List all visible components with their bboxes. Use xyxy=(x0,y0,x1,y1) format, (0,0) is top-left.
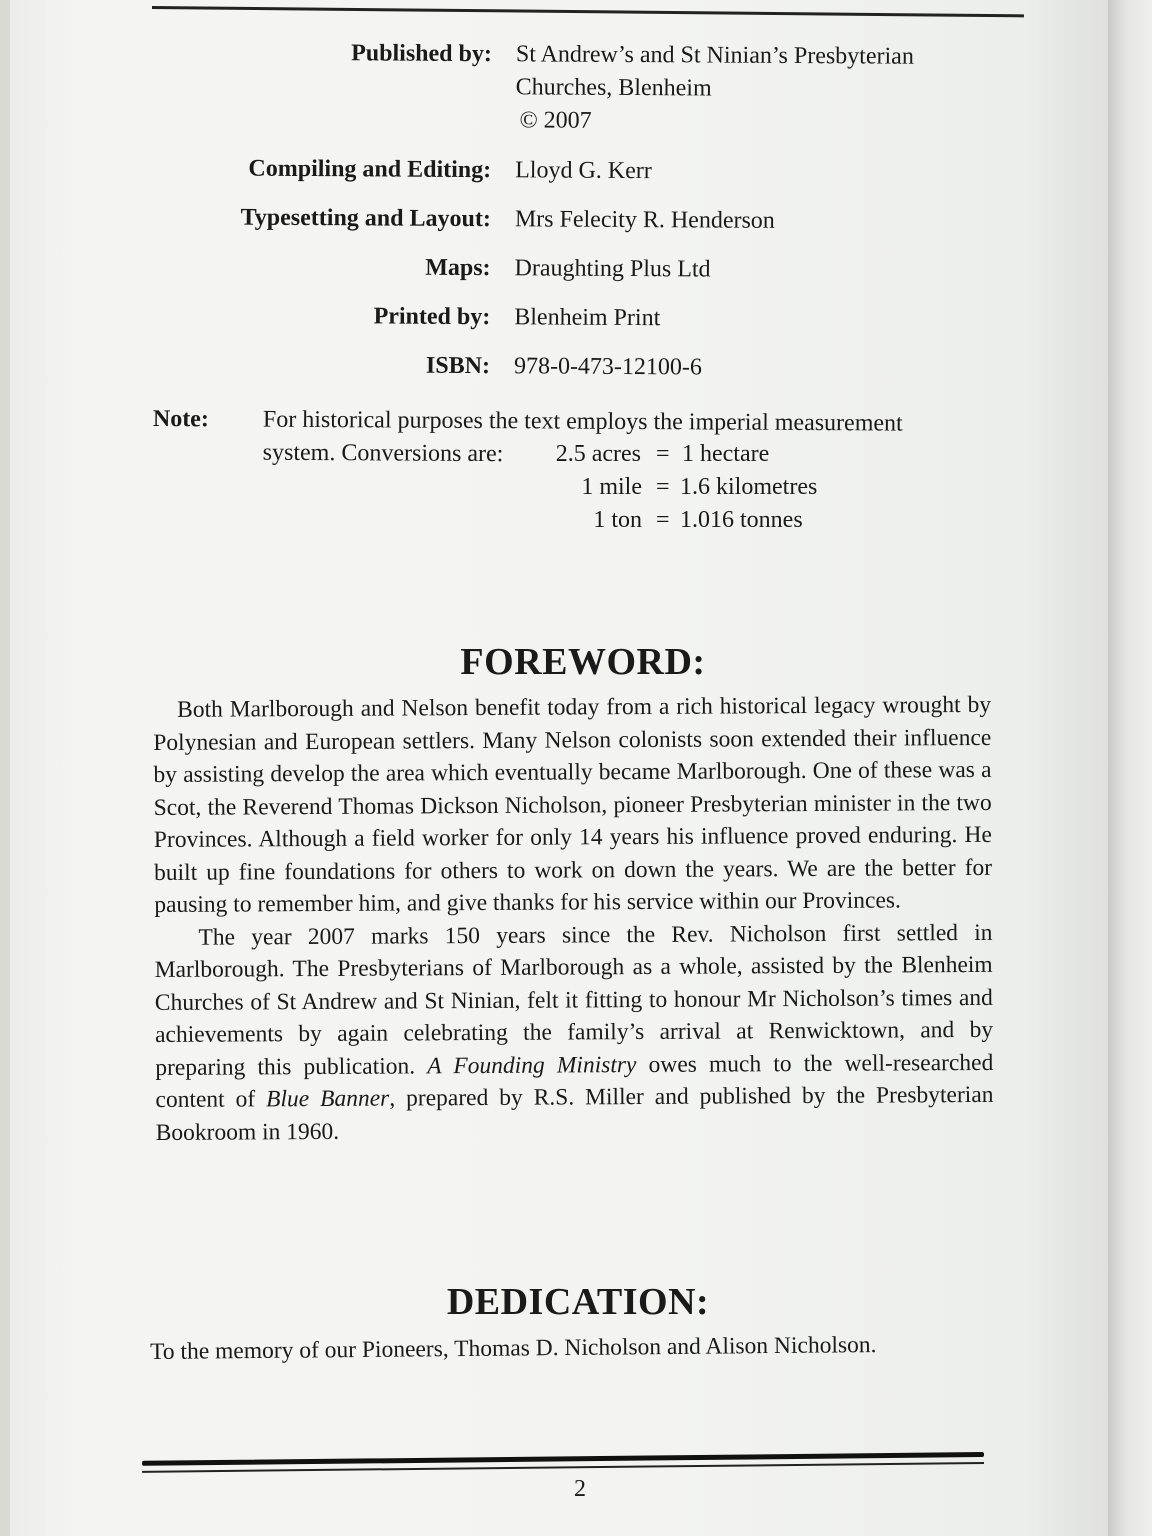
credits-block xyxy=(138,36,1020,402)
credit-row-typesetting xyxy=(139,201,1019,238)
conversion-rhs: 1 hectare xyxy=(682,441,770,467)
credit-label: ISBN: xyxy=(425,352,491,380)
credit-row-printed-by xyxy=(138,299,1018,336)
credit-row-compiling xyxy=(139,152,1019,189)
credit-label: Printed by: xyxy=(373,303,491,331)
credit-value: 978-0-473-12100-6 xyxy=(513,353,703,381)
conversion-eq: = xyxy=(656,441,670,467)
note-line-prefix: system. Conversions are: xyxy=(262,439,504,468)
foreword-text-run: The year 2007 marks 150 years since the Rev. Nicholson first settled in Marlborough. The Presbyterians of Marlborough as a whole, assisted by the Blenheim Churches of St Andrew and St Ninian, felt it fitting to honour Mr Nicholson’s times and achievements by again celebrating the family’s arrival at Renwicktown, and by preparing this publication. xyxy=(154,919,994,1081)
credit-value-line: St Andrew’s and St Ninian’s Presbyterian xyxy=(515,41,914,70)
foreword-body xyxy=(153,689,994,1149)
note-line: For historical purposes the text employs the imperial measurement xyxy=(262,406,903,437)
credit-value: Lloyd G. Kerr xyxy=(515,157,652,185)
conversion-eq: = xyxy=(656,507,670,533)
copyright-line: © 2007 xyxy=(519,107,592,134)
page-number: 2 xyxy=(574,1476,586,1502)
conversion-rhs: 1.016 tonnes xyxy=(680,507,803,533)
credit-label: Typesetting and Layout: xyxy=(240,204,491,233)
foreword-text-run: , prepared by R.S. Miller and published by the Presbyterian Bookroom in 1960. xyxy=(155,1081,994,1146)
conversion-lhs: 1 ton xyxy=(593,507,642,533)
foreword-paragraph xyxy=(154,916,993,1149)
credit-value-line: Churches, Blenheim xyxy=(515,74,712,102)
credit-value: Mrs Felecity R. Henderson xyxy=(514,206,775,234)
note-label: Note: xyxy=(152,405,209,433)
credit-row-published-by xyxy=(139,36,1020,140)
foreword-paragraph: Both Marlborough and Nelson benefit today from a rich historical legacy wrought by Polynesian and European settlers. Many Nelson colonists soon extended their influence by assisting develop the area which eventually became Marlborough. One of these was a Scot, the Reverend Thomas Dickson Nicholson, pioneer Presbyterian minister in the two Provinces. Although a field worker for only 14 years his influence proved enduring. He built up fine foundations for others to work on down the years. We are the better for pausing to remember him, and give thanks for his service within our Provinces. xyxy=(153,691,993,918)
credit-value: Draughting Plus Ltd xyxy=(514,255,711,283)
dedication-text: To the memory of our Pioneers, Thomas D. Nicholson and Alison Nicholson. xyxy=(150,1332,877,1365)
dedication-heading: DEDICATION: xyxy=(446,1281,710,1323)
conversion-rhs: 1.6 kilometres xyxy=(680,474,818,500)
foreword-heading: FOREWORD: xyxy=(460,641,706,683)
next-page-edge xyxy=(1108,0,1152,1536)
credit-label: Published by: xyxy=(351,40,492,68)
credit-value xyxy=(515,38,1020,140)
conversion-lhs: 2.5 acres xyxy=(555,441,641,467)
foreword-text-run: owes much to the well-researched content of xyxy=(155,1049,994,1113)
credit-row-maps xyxy=(138,250,1018,287)
credit-label: Compiling and Editing: xyxy=(248,155,492,184)
credit-value: Blenheim Print xyxy=(514,304,661,332)
book-title-italic: Blue Banner xyxy=(266,1085,390,1113)
credit-label: Maps: xyxy=(425,254,491,282)
book-title-italic: A Founding Ministry xyxy=(427,1051,637,1079)
credit-row-isbn xyxy=(138,348,1018,385)
conversion-lhs: 1 mile xyxy=(581,474,642,500)
conversion-eq: = xyxy=(656,474,670,500)
